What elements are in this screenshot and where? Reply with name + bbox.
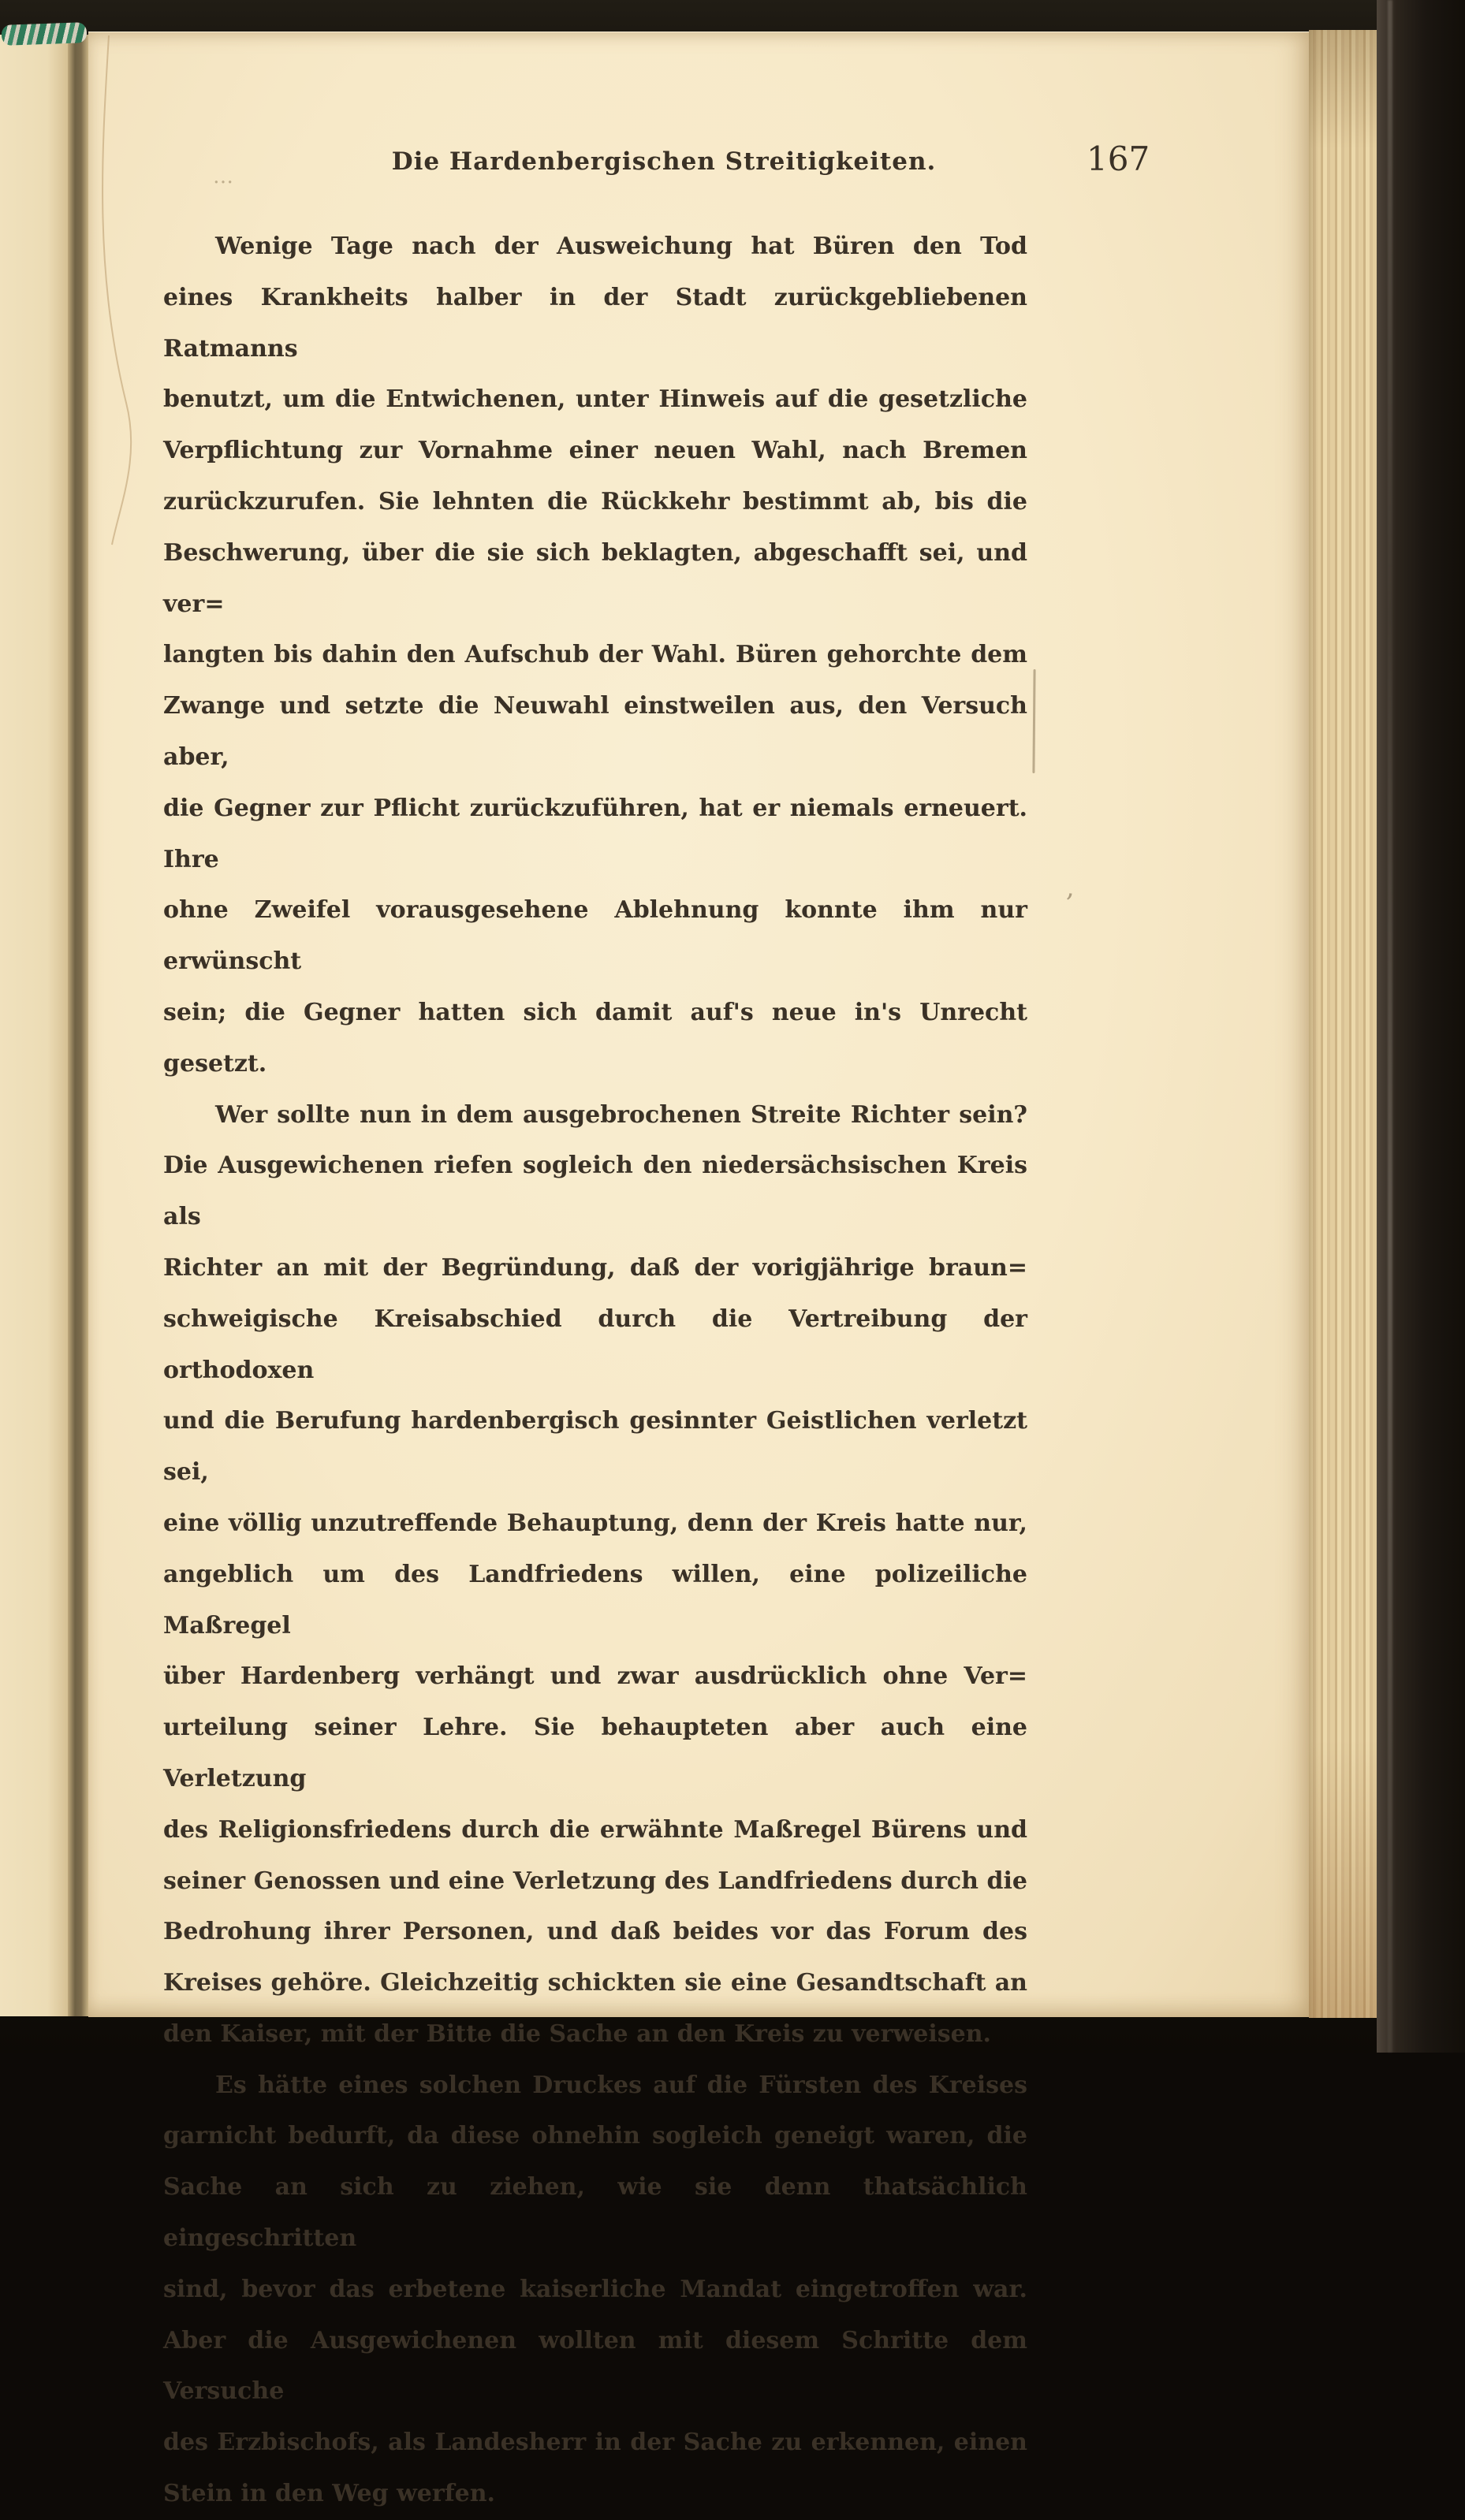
text-line: Es hätte eines solchen Druckes auf die Fürsten des Kreises (215, 2071, 1027, 2099)
text-line: Stein in den Weg werfen. (163, 2480, 495, 2508)
margin-pencil-mark: ’ (1062, 888, 1075, 921)
page-number: 167 (1087, 140, 1150, 178)
text-line: die Gegner zur Pflicht zurückzuführen, hat er niemals erneuert. Ihre (163, 794, 1027, 873)
text-line: Sache an sich zu ziehen, wie sie denn thatsächlich eingeschritten (163, 2173, 1027, 2253)
book-cover-binding (1377, 0, 1465, 2053)
paragraph-1 (163, 221, 1027, 1090)
margin-pencil-stroke (1032, 669, 1035, 773)
text-line: garnicht bedurft, da diese ohnehin sogleich geneigt waren, die (163, 2122, 1027, 2150)
text-line: über Hardenberg verhängt und zwar ausdrücklich ohne Ver= (163, 1662, 1027, 1691)
text-line: Beschwerung, über die sie sich beklagten, abgeschafft sei, und ver= (163, 538, 1027, 618)
text-line: seiner Genossen und eine Verletzung des Landfriedens durch die (163, 1867, 1027, 1895)
text-line: Kreises gehöre. Gleichzeitig schickten sie eine Gesandtschaft an (163, 1969, 1027, 1997)
text-line: Wenige Tage nach der Ausweichung hat Büren den Tod (215, 233, 1027, 260)
text-line: eine völlig unzutreffende Behauptung, denn der Kreis hatte nur, (163, 1509, 1027, 1537)
text-line: Richter an mit der Begründung, daß der vorigjährige braun= (163, 1253, 1027, 1282)
text-line: zurückzurufen. Sie lehnten die Rückkehr bestimmt ab, bis die (163, 487, 1027, 516)
text-line: Zwange und setzte die Neuwahl einstweilen aus, den Versuch aber, (163, 692, 1027, 771)
text-line: sind, bevor das erbetene kaiserliche Mandat eingetroffen war. (163, 2275, 1027, 2303)
text-line: langten bis dahin den Aufschub der Wahl. Büren gehorchte dem (163, 641, 1027, 669)
text-line: den Kaiser, mit der Bitte die Sache an den Kreis zu verweisen. (163, 2019, 991, 2048)
paragraph-3 (163, 2060, 1027, 2520)
chapter-title: Die Hardenbergischen Streitigkeiten. (391, 147, 937, 176)
text-line: schweigische Kreisabschied durch die Vertreibung der orthodoxen (163, 1305, 1027, 1384)
text-line: ohne Zweifel vorausgesehene Ablehnung konnte ihm nur erwünscht (163, 896, 1027, 976)
fore-edge-pages (1309, 30, 1377, 2018)
text-block (163, 221, 1027, 2520)
text-line: benutzt, um die Entwichenen, unter Hinweis auf die gesetzliche (163, 385, 1027, 414)
pencil-dots-mark: … (213, 165, 237, 188)
book-page (88, 32, 1309, 2508)
text-line: Wer sollte nun in dem ausgebrochenen Streite Richter sein? (215, 1100, 1027, 1129)
text-line: Verpflichtung zur Vornahme einer neuen Wahl, nach Bremen (163, 437, 1027, 465)
gutter-shadow (68, 35, 88, 2016)
spine-headband (2, 22, 88, 46)
text-line: und die Berufung hardenbergisch gesinnter Geistlichen verletzt sei, (163, 1407, 1027, 1487)
paragraph-2 (163, 1090, 1027, 2060)
text-line: Bedrohung ihrer Personen, und daß beides vor das Forum des (163, 1918, 1027, 1946)
running-header (88, 147, 1239, 176)
text-line: angeblich um des Landfriedens willen, eine polizeiliche Maßregel (163, 1560, 1027, 1640)
text-line: Aber die Ausgewichenen wollten mit diesem Schritte dem Versuche (163, 2326, 1027, 2406)
previous-page-edge (0, 35, 68, 2016)
text-line: des Erzbischofs, als Landesherr in der Sache zu erkennen, einen (163, 2429, 1027, 2457)
text-line: Die Ausgewichenen riefen sogleich den niedersächsischen Kreis als (163, 1152, 1027, 1231)
text-line: eines Krankheits halber in der Stadt zurückgebliebenen Ratmanns (163, 283, 1027, 363)
text-line: urteilung seiner Lehre. Sie behaupteten aber auch eine Verletzung (163, 1714, 1027, 1792)
text-line: sein; die Gegner hatten sich damit auf's neue in's Unrecht gesetzt. (163, 998, 1027, 1078)
text-line: des Religionsfriedens durch die erwähnte Maßregel Bürens und (163, 1815, 1027, 1844)
